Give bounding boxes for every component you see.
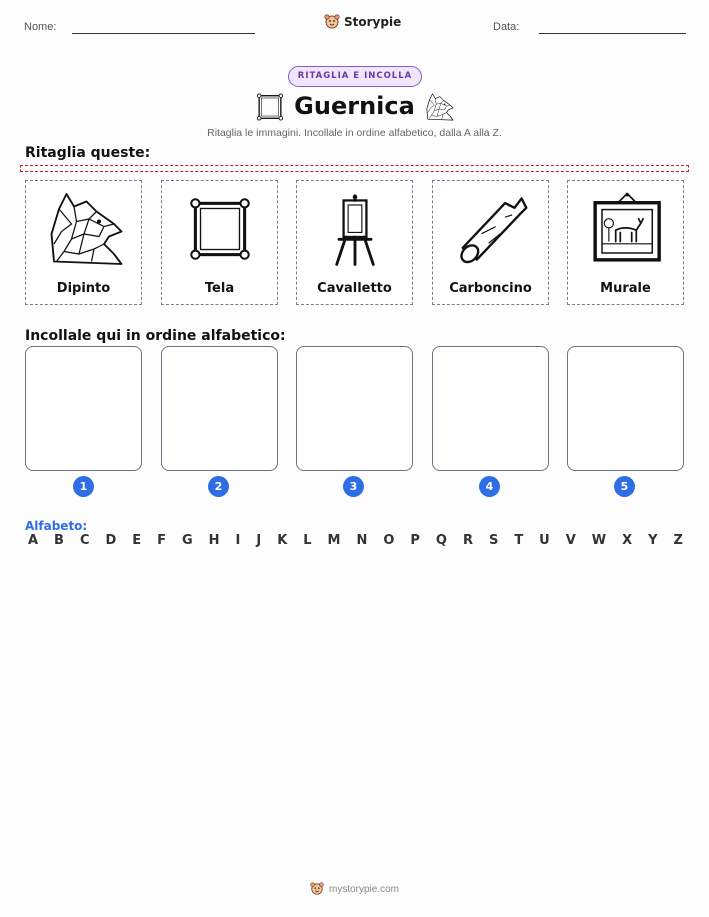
cut-line [20,165,689,172]
letter: E [132,533,142,548]
brand-name: Storypie [344,15,402,29]
letter: R [462,533,473,548]
instructions: Ritaglia le immagini. Incollale in ordine alfabetico, dalla A alla Z. [207,127,502,139]
date-label: Data: [493,21,520,33]
cut-card-tela[interactable] [161,180,278,305]
letter: D [105,533,117,548]
letter: I [235,533,241,548]
paste-slot-5[interactable] [567,346,684,471]
date-line[interactable] [539,33,686,34]
slot-number-4: 4 [479,476,500,497]
letter: S [488,533,499,548]
activity-badge: RITAGLIA E INCOLLA [288,66,422,87]
footer-url[interactable]: mystorypie.com [328,883,399,895]
letter: H [208,533,220,548]
alphabet-heading: Alfabeto: [25,519,88,533]
easel-icon [315,189,395,269]
slot-number-2: 2 [208,476,229,497]
slot-number-5: 5 [614,476,635,497]
letter: T [514,533,524,548]
storypie-mascot-icon [310,882,324,896]
deer-picture-icon [586,189,666,269]
alphabet-row [28,533,683,548]
page-title: Guernica [294,92,415,120]
letter: M [327,533,341,548]
letter: A [28,533,39,548]
paste-slot-3[interactable] [296,346,413,471]
letter: X [622,533,633,548]
paste-slot-1[interactable] [25,346,142,471]
paste-heading: Incollale qui in ordine alfabetico: [25,328,286,344]
slot-number-1: 1 [73,476,94,497]
name-line[interactable] [72,33,255,34]
letter: F [157,533,167,548]
letter: Z [673,533,683,548]
letter: Q [435,533,447,548]
wolf-icon [424,92,454,122]
card-label: Tela [204,281,235,296]
letter: U [539,533,550,548]
letter: W [591,533,607,548]
frame-icon [180,189,260,269]
card-label: Murale [600,281,651,296]
wolf-icon [44,189,124,269]
letter: B [54,533,64,548]
letter: K [277,533,288,548]
slot-number-3: 3 [343,476,364,497]
letter: N [356,533,368,548]
letter: V [565,533,576,548]
brand-logo [324,14,401,30]
card-label: Cavalletto [317,281,392,296]
paste-slot-2[interactable] [161,346,278,471]
letter: P [410,533,420,548]
charcoal-icon [451,189,531,269]
name-label: Nome: [24,21,57,33]
cut-card-cavalletto[interactable] [296,180,413,305]
cut-card-carboncino[interactable] [432,180,549,305]
letter: G [182,533,193,548]
letter: J [256,533,262,548]
cut-card-murale[interactable] [567,180,684,305]
card-label: Carboncino [449,281,532,296]
storypie-mascot-icon [324,14,340,30]
cut-card-dipinto[interactable] [25,180,142,305]
letter: Y [648,533,658,548]
paste-slot-4[interactable] [432,346,549,471]
card-label: Dipinto [56,281,111,296]
letter: L [303,533,312,548]
cut-heading: Ritaglia queste: [25,145,151,161]
footer [0,882,709,896]
letter: C [79,533,90,548]
letter: O [383,533,395,548]
